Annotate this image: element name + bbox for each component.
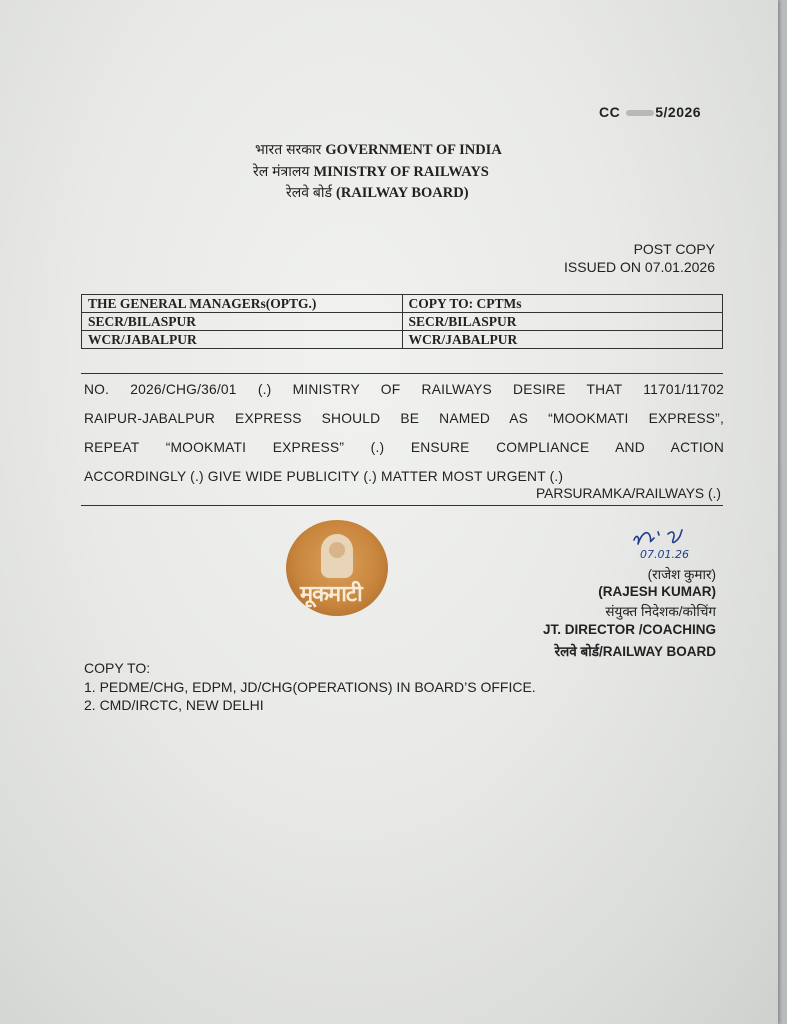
- addressee-to-cell: WCR/JABALPUR: [82, 331, 403, 349]
- message-line: RAIPUR-JABALPUR EXPRESS SHOULD BE NAMED AS “MOOKMATI EXPRESS”,: [84, 411, 724, 426]
- message-line: ACCORDINGLY (.) GIVE WIDE PUBLICITY (.) MATTER MOST URGENT (.): [84, 469, 564, 484]
- message-line: REPEAT “MOOKMATI EXPRESS” (.) ENSURE COMPLIANCE AND ACTION: [84, 440, 724, 455]
- copy-to-heading: COPY TO:: [84, 660, 151, 676]
- addressee-to-cell: THE GENERAL MANAGERs(OPTG.): [82, 295, 403, 313]
- header-board-english: (RAILWAY BOARD): [336, 185, 469, 201]
- addressee-row: [82, 331, 723, 349]
- header-government: [255, 140, 502, 159]
- addressee-copy-cell: SECR/BILASPUR: [402, 313, 723, 331]
- issued-on-date: ISSUED ON 07.01.2026: [564, 259, 715, 275]
- seal-text: मूकमाटी: [300, 582, 362, 607]
- addressee-to-cell: SECR/BILASPUR: [82, 313, 403, 331]
- signatory-name-english: (RAJESH KUMAR): [598, 584, 716, 599]
- header-ministry-hindi: रेल मंत्रालय: [253, 163, 310, 179]
- reference-prefix: CC: [599, 104, 621, 120]
- message-bottom-rule: [81, 505, 723, 506]
- signatory-designation-hindi: संयुक्त निदेशक/कोचिंग: [605, 604, 716, 619]
- signature-stroke: [634, 530, 682, 544]
- message-top-rule: [81, 373, 723, 374]
- signatory-office: रेलवे बोर्ड/RAILWAY BOARD: [554, 644, 716, 659]
- addressee-row: [82, 313, 723, 331]
- handwritten-signature: [628, 528, 728, 564]
- header-government-hindi: भारत सरकार: [255, 141, 322, 157]
- header-ministry: [253, 162, 489, 181]
- signatory-name-hindi: (राजेश कुमार): [647, 567, 716, 582]
- reference-number: [599, 104, 701, 120]
- header-ministry-english: MINISTRY OF RAILWAYS: [313, 164, 489, 180]
- obscured-reference-digits: [626, 110, 654, 116]
- addressee-copy-cell: WCR/JABALPUR: [402, 331, 723, 349]
- header-board: [286, 183, 469, 202]
- copy-to-item: 1. PEDME/CHG, EDPM, JD/CHG(OPERATIONS) IN BOARD’S OFFICE.: [84, 679, 536, 695]
- signatory-designation-english: JT. DIRECTOR /COACHING: [542, 622, 716, 637]
- message-line: NO. 2026/CHG/36/01 (.) MINISTRY OF RAILWAYS DESIRE THAT 11701/11702: [84, 382, 724, 397]
- addressee-row: [82, 295, 723, 313]
- header-government-english: GOVERNMENT OF INDIA: [325, 142, 502, 158]
- signature-date: 07.01.26: [640, 548, 689, 561]
- addressee-table: [81, 294, 723, 349]
- mookmati-seal-image: [286, 520, 388, 616]
- addressee-copy-cell: COPY TO: CPTMs: [402, 295, 723, 313]
- message-body: [84, 375, 724, 491]
- post-copy-label: POST COPY: [633, 241, 715, 257]
- message-sender: PARSURAMKA/RAILWAYS (.): [535, 486, 721, 501]
- reference-suffix: 5/2026: [655, 104, 702, 120]
- header-board-hindi: रेलवे बोर्ड: [286, 184, 333, 200]
- copy-to-item: 2. CMD/IRCTC, NEW DELHI: [84, 697, 264, 713]
- seal-face: [329, 542, 345, 558]
